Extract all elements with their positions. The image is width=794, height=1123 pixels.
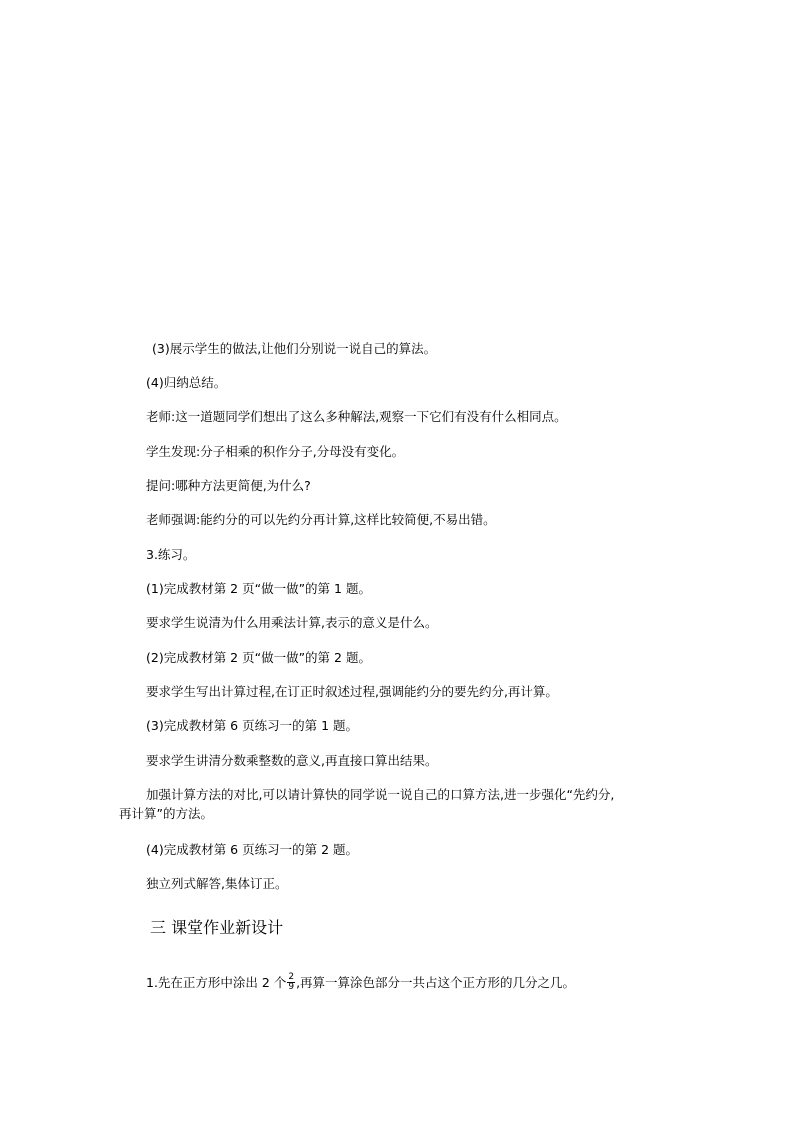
fraction-denominator: 9 bbox=[288, 982, 295, 992]
paragraph-practice-title: 3.练习。 bbox=[146, 547, 196, 562]
exercise-1 bbox=[146, 974, 575, 993]
paragraph-practice-1: (1)完成教材第 2 页“做一做”的第 1 题。 bbox=[146, 581, 371, 596]
paragraph-question: 提问:哪种方法更简便,为什么? bbox=[146, 478, 311, 493]
fraction-two-ninths bbox=[287, 973, 295, 992]
paragraph-step-3: (3)展示学生的做法,让他们分别说一说自己的算法。 bbox=[152, 341, 437, 356]
paragraph-step-4: (4)归纳总结。 bbox=[146, 375, 227, 390]
exercise-1-suffix: ,再算一算涂色部分一共占这个正方形的几分之几。 bbox=[296, 975, 576, 990]
exercise-1-prefix: 1.先在正方形中涂出 2 个 bbox=[146, 975, 287, 990]
paragraph-practice-3-req: 要求学生讲清分数乘整数的意义,再直接口算出结果。 bbox=[146, 753, 438, 768]
paragraph-practice-4: (4)完成教材第 6 页练习一的第 2 题。 bbox=[146, 842, 359, 857]
paragraph-student-finding: 学生发现:分子相乘的积作分子,分母没有变化。 bbox=[146, 444, 405, 459]
paragraph-contrast-line-1: 加强计算方法的对比,可以请计算快的同学说一说自己的口算方法,进一步强化“先约分, bbox=[146, 787, 615, 802]
paragraph-contrast-line-2: 再计算”的方法。 bbox=[119, 806, 213, 821]
paragraph-practice-2: (2)完成教材第 2 页“做一做”的第 2 题。 bbox=[146, 650, 371, 665]
paragraph-practice-4-req: 独立列式解答,集体订正。 bbox=[146, 876, 288, 891]
paragraph-practice-1-req: 要求学生说清为什么用乘法计算,表示的意义是什么。 bbox=[146, 615, 438, 630]
paragraph-practice-3: (3)完成教材第 6 页练习一的第 1 题。 bbox=[146, 718, 359, 733]
section-heading: 三 课堂作业新设计 bbox=[150, 918, 284, 937]
fraction-numerator: 2 bbox=[288, 972, 295, 982]
paragraph-practice-2-req: 要求学生写出计算过程,在订正时叙述过程,强调能约分的要先约分,再计算。 bbox=[146, 684, 558, 699]
paragraph-teacher-emphasis: 老师强调:能约分的可以先约分再计算,这样比较简便,不易出错。 bbox=[146, 512, 496, 527]
paragraph-teacher-question: 老师:这一道题同学们想出了这么多种解法,观察一下它们有没有什么相同点。 bbox=[146, 409, 567, 424]
